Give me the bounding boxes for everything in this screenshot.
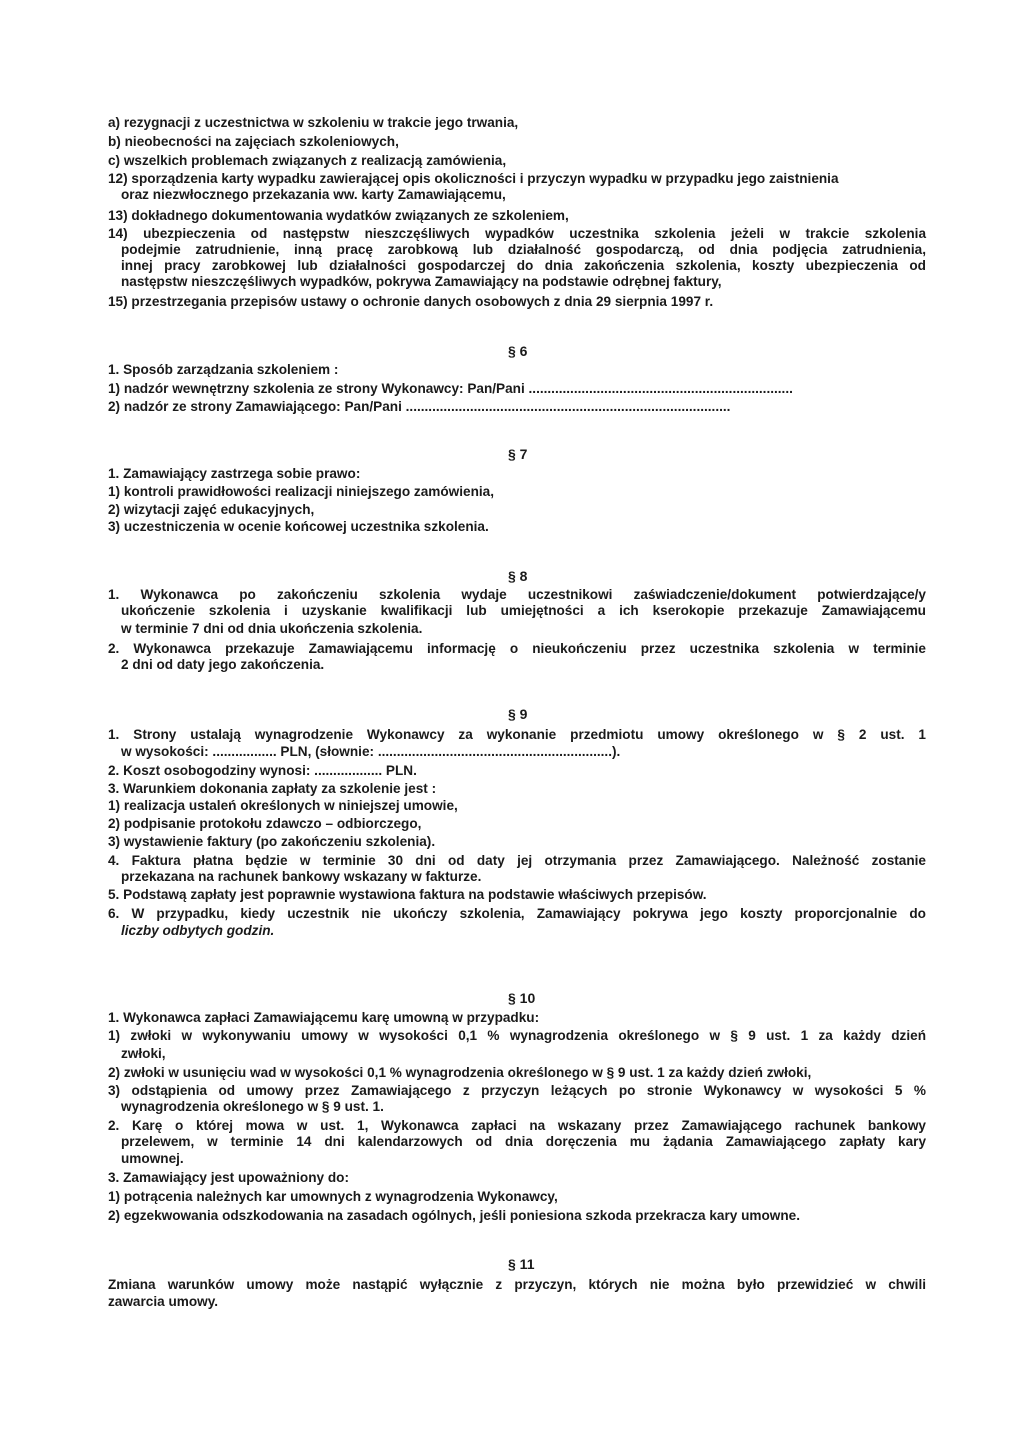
text-line: c) wszelkich problemach związanych z realizacją zamówienia, (108, 153, 507, 168)
text-line: 2) podpisanie protokołu zdawczo – odbiorczego, (108, 816, 422, 831)
text-line: w wysokości: ................. PLN, (słownie: ..............................................................). (121, 744, 621, 759)
text-line: 3) wystawienie faktury (po zakończeniu szkolenia). (108, 834, 436, 849)
text-line: 1. Wykonawca zapłaci Zamawiającemu karę umowną w przypadku: (108, 1010, 540, 1025)
text-line: 3. Zamawiający jest upoważniony do: (108, 1170, 349, 1185)
text-line: b) nieobecności na zajęciach szkoleniowych, (108, 134, 399, 149)
text-line: przekazana na rachunek bankowy wskazany w fakturze. (121, 869, 482, 884)
text-line: 1. Zamawiający zastrzega sobie prawo: (108, 466, 361, 481)
text-line: 14) ubezpieczenia od następstw nieszczęśliwych wypadków uczestnika szkolenia jeżeli w trakcie szkolenia (108, 226, 926, 241)
text-line: 3) uczestniczenia w ocenie końcowej uczestnika szkolenia. (108, 519, 489, 534)
text-line: oraz niezwłocznego przekazania ww. karty Zamawiającemu, (121, 187, 506, 202)
text-line: ukończenie szkolenia i uzyskanie kwalifikacji lub umiejętności a ich kserokopie przekazuje Zamawiającemu (121, 603, 926, 618)
text-line: zwłoki, (121, 1046, 166, 1061)
text-line: podejmie zatrudnienie, inną pracę zarobkową lub działalność gospodarczą, od dnia podjęcia zatrudnienia, (121, 242, 926, 257)
text-line: 1. Strony ustalają wynagrodzenie Wykonawcy za wykonanie przedmiotu umowy określonego w § 2 ust. 1 (108, 727, 926, 742)
text-line: 3. Warunkiem dokonania zapłaty za szkolenie jest : (108, 781, 437, 796)
text-line: 2) zwłoki w usunięciu wad w wysokości 0,1 % wynagrodzenia określonego w § 9 ust. 1 za każdy dzień zwłoki, (108, 1065, 812, 1080)
text-line: przelewem, w terminie 14 dni kalendarzowych od dnia doręczenia mu żądania Zamawiającego zapłaty kary (121, 1134, 926, 1149)
text-line: 2. Karę o której mowa w ust. 1, Wykonawca zapłaci na wskazany przez Zamawiającego rachunek bankowy (108, 1118, 926, 1133)
text-line: umownej. (121, 1151, 184, 1166)
text-line: następstw nieszczęśliwych wypadków, pokrywa Zamawiający na podstawie odrębnej faktury, (121, 274, 722, 289)
section-heading-10: § 10 (508, 990, 536, 1006)
text-line: liczby odbytych godzin. (121, 923, 275, 938)
text-line: 5. Podstawą zapłaty jest poprawnie wystawiona faktura na podstawie właściwych przepisów. (108, 887, 707, 902)
text-line: 1. Sposób zarządzania szkoleniem : (108, 362, 339, 377)
text-line: 2) egzekwowania odszkodowania na zasadach ogólnych, jeśli poniesiona szkoda przekracza kary umowne. (108, 1208, 800, 1223)
section-heading-8: § 8 (508, 568, 528, 584)
text-line: 1) nadzór wewnętrzny szkolenia ze strony Wykonawcy: Pan/Pani ...................................................................... (108, 381, 793, 396)
text-line: 15) przestrzegania przepisów ustawy o ochronie danych osobowych z dnia 29 sierpnia 1997 r. (108, 294, 714, 309)
text-line: 2. Koszt osobogodziny wynosi: .................. PLN. (108, 763, 417, 778)
text-line: 13) dokładnego dokumentowania wydatków związanych ze szkoleniem, (108, 208, 569, 223)
text-line: innej pracy zarobkowej lub działalności gospodarczej do dnia zakończenia szkolenia, koszty ubezpieczenia od (121, 258, 926, 273)
text-line: 4. Faktura płatna będzie w terminie 30 dni od daty jej otrzymania przez Zamawiającego. Należność zostanie (108, 853, 926, 868)
text-line: 12) sporządzenia karty wypadku zawierającej opis okoliczności i przyczyn wypadku w przypadku jego zaistnienia (108, 171, 839, 186)
text-line: 1) potrącenia należnych kar umownych z wynagrodzenia Wykonawcy, (108, 1189, 558, 1204)
section-heading-11: § 11 (508, 1256, 535, 1272)
text-line: 1) kontroli prawidłowości realizacji niniejszego zamówienia, (108, 484, 495, 499)
text-line: 3) odstąpienia od umowy przez Zamawiającego z przyczyn leżących po stronie Wykonawcy w wysokości 5 % (108, 1083, 926, 1098)
section-heading-6: § 6 (508, 343, 528, 359)
section-heading-9: § 9 (508, 706, 528, 722)
text-line: w terminie 7 dni od dnia ukończenia szkolenia. (121, 621, 423, 636)
text-line: 2) nadzór ze strony Zamawiającego: Pan/Pani ...................................................................................... (108, 399, 731, 414)
text-line: 1) zwłoki w wykonywaniu umowy w wysokości 0,1 % wynagrodzenia określonego w § 9 ust. 1 za każdy dzień (108, 1028, 926, 1043)
text-line: 2. Wykonawca przekazuje Zamawiającemu informację o nieukończeniu przez uczestnika szkolenia w terminie (108, 641, 926, 656)
text-line: 2) wizytacji zajęć edukacyjnych, (108, 502, 315, 517)
text-line: 1. Wykonawca po zakończeniu szkolenia wydaje uczestnikowi zaświadczenie/dokument potwierdzające/y (108, 587, 926, 602)
text-line: 2 dni od daty jego zakończenia. (121, 657, 325, 672)
section-heading-7: § 7 (508, 446, 528, 462)
text-line: 6. W przypadku, kiedy uczestnik nie ukończy szkolenia, Zamawiający pokrywa jego koszty proporcjonalnie do (108, 906, 926, 921)
text-line: zawarcia umowy. (108, 1294, 219, 1309)
text-line: a) rezygnacji z uczestnictwa w szkoleniu w trakcie jego trwania, (108, 115, 519, 130)
text-line: wynagrodzenia określonego w § 9 ust. 1. (121, 1099, 384, 1114)
text-line: Zmiana warunków umowy może nastąpić wyłącznie z przyczyn, których nie można było przewidzieć w chwili (108, 1277, 926, 1292)
text-line: 1) realizacja ustaleń określonych w niniejszej umowie, (108, 798, 458, 813)
